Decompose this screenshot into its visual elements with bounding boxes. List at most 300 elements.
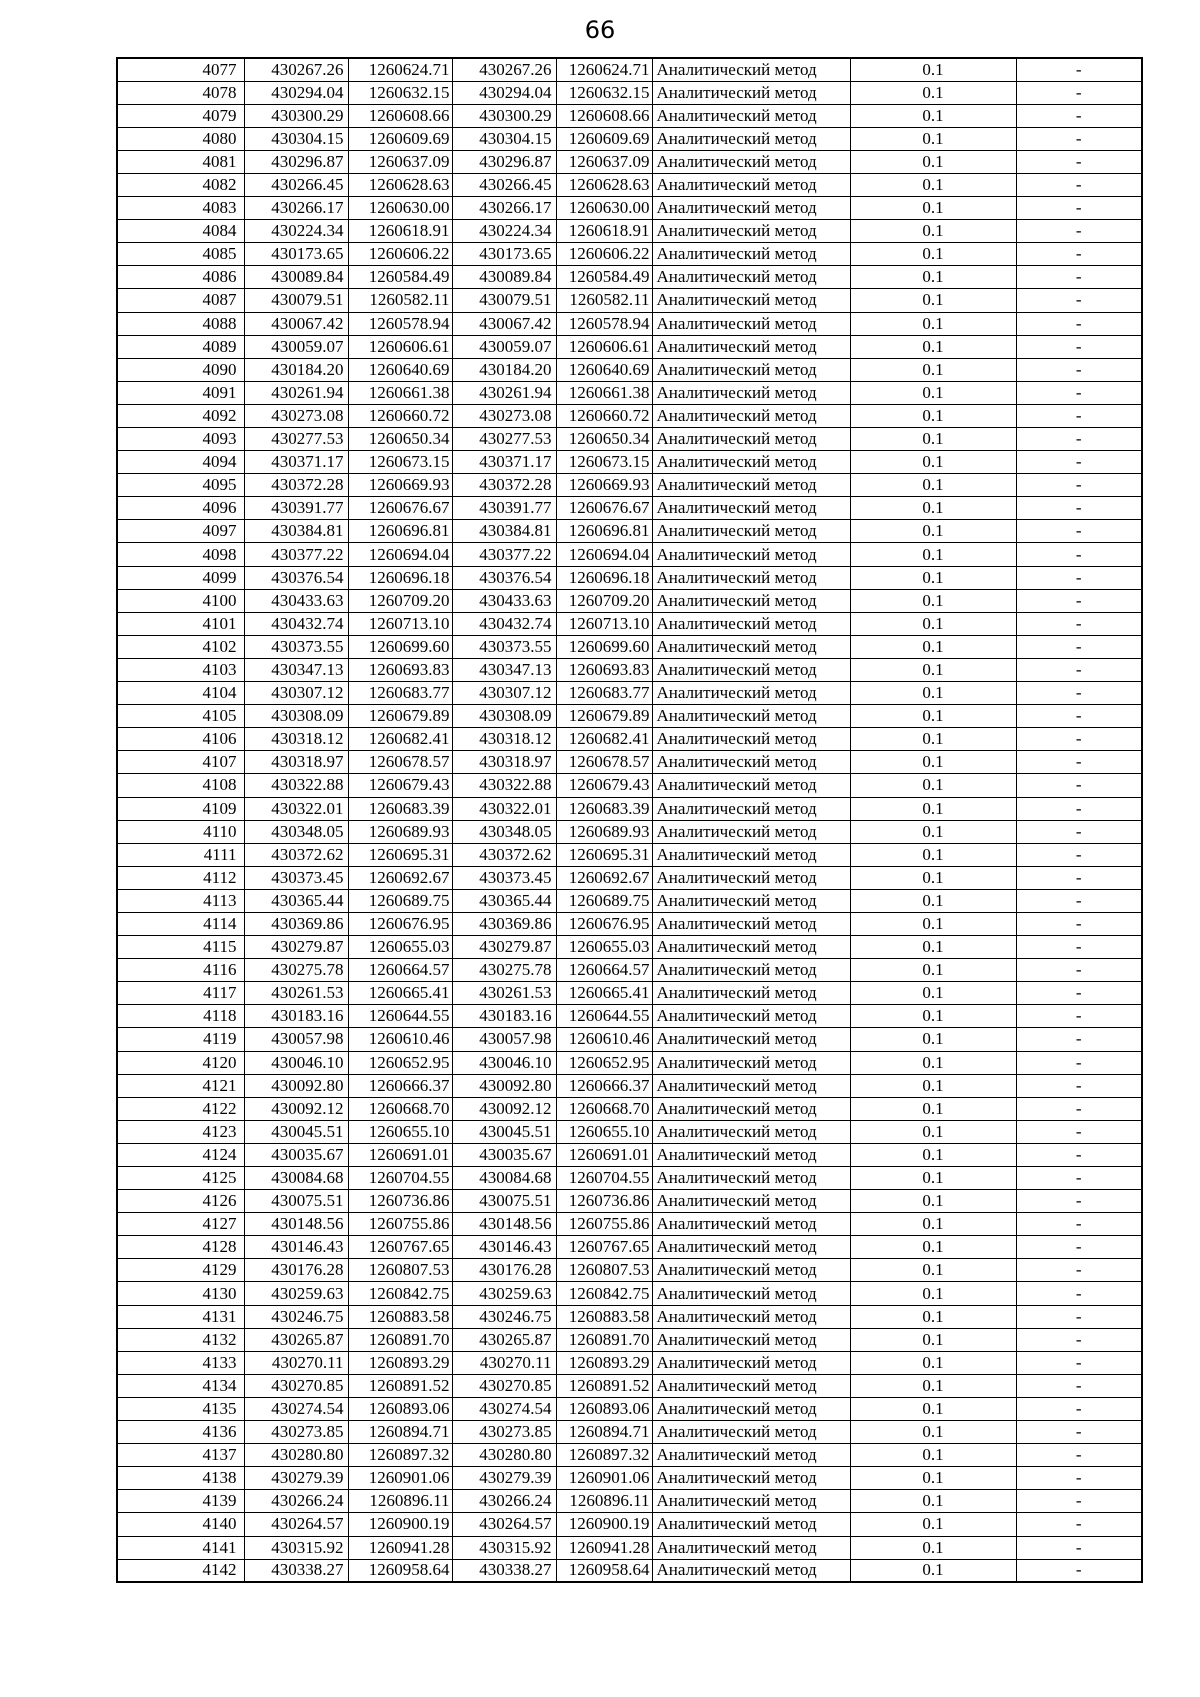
point-number-cell: 4133 [117, 1351, 244, 1374]
method-cell: Аналитический метод [652, 1282, 850, 1305]
point-number-cell: 4096 [117, 497, 244, 520]
y-coordinate-cell: 1260682.41 [348, 728, 452, 751]
y-coordinate-2-cell: 1260608.66 [556, 104, 652, 127]
note-cell: - [1016, 820, 1142, 843]
y-coordinate-cell: 1260901.06 [348, 1467, 452, 1490]
x-coordinate-2-cell: 430079.51 [452, 289, 556, 312]
x-coordinate-2-cell: 430322.88 [452, 774, 556, 797]
table-row [117, 635, 1142, 658]
x-coordinate-2-cell: 430373.55 [452, 635, 556, 658]
table-row [117, 1421, 1142, 1444]
x-coordinate-cell: 430173.65 [244, 243, 348, 266]
y-coordinate-cell: 1260683.39 [348, 797, 452, 820]
note-cell: - [1016, 197, 1142, 220]
method-cell: Аналитический метод [652, 81, 850, 104]
table-row [117, 543, 1142, 566]
point-number-cell: 4082 [117, 173, 244, 196]
point-number-cell: 4085 [117, 243, 244, 266]
note-cell: - [1016, 81, 1142, 104]
table-row [117, 1120, 1142, 1143]
point-number-cell: 4111 [117, 843, 244, 866]
y-coordinate-2-cell: 1260652.95 [556, 1051, 652, 1074]
y-coordinate-cell: 1260883.58 [348, 1305, 452, 1328]
note-cell: - [1016, 1236, 1142, 1259]
accuracy-cell: 0.1 [850, 381, 1016, 404]
table-row [117, 197, 1142, 220]
x-coordinate-2-cell: 430246.75 [452, 1305, 556, 1328]
y-coordinate-cell: 1260696.81 [348, 520, 452, 543]
method-cell: Аналитический метод [652, 173, 850, 196]
table-row [117, 1513, 1142, 1536]
point-number-cell: 4099 [117, 566, 244, 589]
x-coordinate-2-cell: 430294.04 [452, 81, 556, 104]
method-cell: Аналитический метод [652, 1351, 850, 1374]
x-coordinate-2-cell: 430300.29 [452, 104, 556, 127]
x-coordinate-cell: 430246.75 [244, 1305, 348, 1328]
accuracy-cell: 0.1 [850, 243, 1016, 266]
table-row [117, 751, 1142, 774]
note-cell: - [1016, 1190, 1142, 1213]
point-number-cell: 4130 [117, 1282, 244, 1305]
note-cell: - [1016, 936, 1142, 959]
y-coordinate-2-cell: 1260807.53 [556, 1259, 652, 1282]
accuracy-cell: 0.1 [850, 474, 1016, 497]
method-cell: Аналитический метод [652, 497, 850, 520]
y-coordinate-cell: 1260692.67 [348, 866, 452, 889]
accuracy-cell: 0.1 [850, 1421, 1016, 1444]
note-cell: - [1016, 1167, 1142, 1190]
method-cell: Аналитический метод [652, 127, 850, 150]
x-coordinate-2-cell: 430373.45 [452, 866, 556, 889]
method-cell: Аналитический метод [652, 1328, 850, 1351]
table-row [117, 889, 1142, 912]
accuracy-cell: 0.1 [850, 1397, 1016, 1420]
table-row [117, 936, 1142, 959]
y-coordinate-cell: 1260679.43 [348, 774, 452, 797]
method-cell: Аналитический метод [652, 1074, 850, 1097]
method-cell: Аналитический метод [652, 797, 850, 820]
point-number-cell: 4109 [117, 797, 244, 820]
note-cell: - [1016, 1444, 1142, 1467]
accuracy-cell: 0.1 [850, 289, 1016, 312]
y-coordinate-cell: 1260664.57 [348, 959, 452, 982]
x-coordinate-2-cell: 430348.05 [452, 820, 556, 843]
x-coordinate-2-cell: 430266.17 [452, 197, 556, 220]
x-coordinate-cell: 430371.17 [244, 451, 348, 474]
x-coordinate-2-cell: 430046.10 [452, 1051, 556, 1074]
y-coordinate-cell: 1260652.95 [348, 1051, 452, 1074]
x-coordinate-cell: 430294.04 [244, 81, 348, 104]
x-coordinate-2-cell: 430045.51 [452, 1120, 556, 1143]
x-coordinate-2-cell: 430270.85 [452, 1374, 556, 1397]
x-coordinate-cell: 430376.54 [244, 566, 348, 589]
point-number-cell: 4087 [117, 289, 244, 312]
y-coordinate-2-cell: 1260668.70 [556, 1097, 652, 1120]
method-cell: Аналитический метод [652, 1028, 850, 1051]
accuracy-cell: 0.1 [850, 705, 1016, 728]
table-row [117, 312, 1142, 335]
note-cell: - [1016, 127, 1142, 150]
y-coordinate-2-cell: 1260682.41 [556, 728, 652, 751]
accuracy-cell: 0.1 [850, 566, 1016, 589]
y-coordinate-cell: 1260637.09 [348, 150, 452, 173]
x-coordinate-2-cell: 430296.87 [452, 150, 556, 173]
point-number-cell: 4134 [117, 1374, 244, 1397]
x-coordinate-2-cell: 430265.87 [452, 1328, 556, 1351]
accuracy-cell: 0.1 [850, 127, 1016, 150]
note-cell: - [1016, 774, 1142, 797]
x-coordinate-2-cell: 430277.53 [452, 428, 556, 451]
x-coordinate-cell: 430273.08 [244, 404, 348, 427]
point-number-cell: 4101 [117, 612, 244, 635]
y-coordinate-2-cell: 1260637.09 [556, 150, 652, 173]
y-coordinate-cell: 1260644.55 [348, 1005, 452, 1028]
accuracy-cell: 0.1 [850, 1074, 1016, 1097]
method-cell: Аналитический метод [652, 266, 850, 289]
y-coordinate-2-cell: 1260891.52 [556, 1374, 652, 1397]
x-coordinate-cell: 430264.57 [244, 1513, 348, 1536]
note-cell: - [1016, 866, 1142, 889]
accuracy-cell: 0.1 [850, 150, 1016, 173]
y-coordinate-cell: 1260578.94 [348, 312, 452, 335]
y-coordinate-2-cell: 1260941.28 [556, 1536, 652, 1559]
accuracy-cell: 0.1 [850, 1143, 1016, 1166]
x-coordinate-2-cell: 430035.67 [452, 1143, 556, 1166]
y-coordinate-2-cell: 1260709.20 [556, 589, 652, 612]
table-row [117, 705, 1142, 728]
note-cell: - [1016, 312, 1142, 335]
x-coordinate-cell: 430273.85 [244, 1421, 348, 1444]
method-cell: Аналитический метод [652, 1444, 850, 1467]
x-coordinate-cell: 430318.12 [244, 728, 348, 751]
y-coordinate-cell: 1260608.66 [348, 104, 452, 127]
y-coordinate-2-cell: 1260606.22 [556, 243, 652, 266]
point-number-cell: 4107 [117, 751, 244, 774]
y-coordinate-cell: 1260676.67 [348, 497, 452, 520]
table-row [117, 820, 1142, 843]
point-number-cell: 4141 [117, 1536, 244, 1559]
note-cell: - [1016, 682, 1142, 705]
note-cell: - [1016, 912, 1142, 935]
note-cell: - [1016, 982, 1142, 1005]
y-coordinate-cell: 1260689.75 [348, 889, 452, 912]
note-cell: - [1016, 1374, 1142, 1397]
y-coordinate-2-cell: 1260584.49 [556, 266, 652, 289]
note-cell: - [1016, 843, 1142, 866]
y-coordinate-cell: 1260668.70 [348, 1097, 452, 1120]
x-coordinate-2-cell: 430347.13 [452, 658, 556, 681]
y-coordinate-cell: 1260632.15 [348, 81, 452, 104]
y-coordinate-2-cell: 1260628.63 [556, 173, 652, 196]
accuracy-cell: 0.1 [850, 1282, 1016, 1305]
y-coordinate-2-cell: 1260900.19 [556, 1513, 652, 1536]
y-coordinate-cell: 1260696.18 [348, 566, 452, 589]
y-coordinate-cell: 1260628.63 [348, 173, 452, 196]
x-coordinate-cell: 430266.24 [244, 1490, 348, 1513]
y-coordinate-2-cell: 1260891.70 [556, 1328, 652, 1351]
point-number-cell: 4083 [117, 197, 244, 220]
method-cell: Аналитический метод [652, 543, 850, 566]
x-coordinate-2-cell: 430067.42 [452, 312, 556, 335]
y-coordinate-cell: 1260941.28 [348, 1536, 452, 1559]
x-coordinate-2-cell: 430338.27 [452, 1559, 556, 1582]
y-coordinate-2-cell: 1260694.04 [556, 543, 652, 566]
accuracy-cell: 0.1 [850, 520, 1016, 543]
x-coordinate-2-cell: 430369.86 [452, 912, 556, 935]
y-coordinate-cell: 1260584.49 [348, 266, 452, 289]
coordinates-table [116, 57, 1143, 1583]
note-cell: - [1016, 243, 1142, 266]
x-coordinate-2-cell: 430173.65 [452, 243, 556, 266]
table-row [117, 774, 1142, 797]
x-coordinate-cell: 430277.53 [244, 428, 348, 451]
accuracy-cell: 0.1 [850, 751, 1016, 774]
note-cell: - [1016, 404, 1142, 427]
y-coordinate-2-cell: 1260644.55 [556, 1005, 652, 1028]
x-coordinate-cell: 430280.80 [244, 1444, 348, 1467]
accuracy-cell: 0.1 [850, 81, 1016, 104]
y-coordinate-2-cell: 1260655.03 [556, 936, 652, 959]
y-coordinate-2-cell: 1260676.67 [556, 497, 652, 520]
note-cell: - [1016, 1559, 1142, 1582]
accuracy-cell: 0.1 [850, 1028, 1016, 1051]
point-number-cell: 4079 [117, 104, 244, 127]
note-cell: - [1016, 705, 1142, 728]
accuracy-cell: 0.1 [850, 612, 1016, 635]
method-cell: Аналитический метод [652, 197, 850, 220]
method-cell: Аналитический метод [652, 658, 850, 681]
point-number-cell: 4077 [117, 58, 244, 81]
x-coordinate-2-cell: 430376.54 [452, 566, 556, 589]
y-coordinate-2-cell: 1260661.38 [556, 381, 652, 404]
point-number-cell: 4132 [117, 1328, 244, 1351]
point-number-cell: 4119 [117, 1028, 244, 1051]
point-number-cell: 4124 [117, 1143, 244, 1166]
table-row [117, 428, 1142, 451]
y-coordinate-cell: 1260678.57 [348, 751, 452, 774]
method-cell: Аналитический метод [652, 682, 850, 705]
method-cell: Аналитический метод [652, 936, 850, 959]
accuracy-cell: 0.1 [850, 1259, 1016, 1282]
x-coordinate-cell: 430079.51 [244, 289, 348, 312]
x-coordinate-2-cell: 430224.34 [452, 220, 556, 243]
note-cell: - [1016, 1282, 1142, 1305]
y-coordinate-cell: 1260582.11 [348, 289, 452, 312]
method-cell: Аналитический метод [652, 751, 850, 774]
x-coordinate-cell: 430224.34 [244, 220, 348, 243]
accuracy-cell: 0.1 [850, 335, 1016, 358]
note-cell: - [1016, 381, 1142, 404]
y-coordinate-cell: 1260606.22 [348, 243, 452, 266]
x-coordinate-2-cell: 430270.11 [452, 1351, 556, 1374]
y-coordinate-2-cell: 1260691.01 [556, 1143, 652, 1166]
table-row [117, 1559, 1142, 1582]
y-coordinate-2-cell: 1260679.43 [556, 774, 652, 797]
x-coordinate-2-cell: 430266.45 [452, 173, 556, 196]
x-coordinate-2-cell: 430275.78 [452, 959, 556, 982]
x-coordinate-cell: 430266.45 [244, 173, 348, 196]
y-coordinate-cell: 1260689.93 [348, 820, 452, 843]
point-number-cell: 4105 [117, 705, 244, 728]
method-cell: Аналитический метод [652, 243, 850, 266]
x-coordinate-cell: 430296.87 [244, 150, 348, 173]
point-number-cell: 4142 [117, 1559, 244, 1582]
accuracy-cell: 0.1 [850, 1097, 1016, 1120]
accuracy-cell: 0.1 [850, 1444, 1016, 1467]
x-coordinate-2-cell: 430280.80 [452, 1444, 556, 1467]
y-coordinate-2-cell: 1260630.00 [556, 197, 652, 220]
method-cell: Аналитический метод [652, 1559, 850, 1582]
method-cell: Аналитический метод [652, 982, 850, 1005]
point-number-cell: 4094 [117, 451, 244, 474]
point-number-cell: 4084 [117, 220, 244, 243]
note-cell: - [1016, 1028, 1142, 1051]
note-cell: - [1016, 751, 1142, 774]
y-coordinate-cell: 1260894.71 [348, 1421, 452, 1444]
y-coordinate-cell: 1260755.86 [348, 1213, 452, 1236]
method-cell: Аналитический метод [652, 774, 850, 797]
x-coordinate-2-cell: 430433.63 [452, 589, 556, 612]
note-cell: - [1016, 566, 1142, 589]
accuracy-cell: 0.1 [850, 774, 1016, 797]
y-coordinate-cell: 1260900.19 [348, 1513, 452, 1536]
y-coordinate-2-cell: 1260673.15 [556, 451, 652, 474]
method-cell: Аналитический метод [652, 1051, 850, 1074]
point-number-cell: 4098 [117, 543, 244, 566]
table-row [117, 150, 1142, 173]
table-row [117, 173, 1142, 196]
y-coordinate-cell: 1260673.15 [348, 451, 452, 474]
point-number-cell: 4135 [117, 1397, 244, 1420]
point-number-cell: 4122 [117, 1097, 244, 1120]
x-coordinate-2-cell: 430092.12 [452, 1097, 556, 1120]
accuracy-cell: 0.1 [850, 936, 1016, 959]
method-cell: Аналитический метод [652, 520, 850, 543]
method-cell: Аналитический метод [652, 58, 850, 81]
x-coordinate-2-cell: 430365.44 [452, 889, 556, 912]
table-row [117, 1397, 1142, 1420]
note-cell: - [1016, 1074, 1142, 1097]
table-row [117, 1005, 1142, 1028]
y-coordinate-cell: 1260661.38 [348, 381, 452, 404]
method-cell: Аналитический метод [652, 1513, 850, 1536]
table-row [117, 474, 1142, 497]
method-cell: Аналитический метод [652, 335, 850, 358]
accuracy-cell: 0.1 [850, 797, 1016, 820]
method-cell: Аналитический метод [652, 1005, 850, 1028]
table-row [117, 982, 1142, 1005]
table-row [117, 104, 1142, 127]
x-coordinate-2-cell: 430261.53 [452, 982, 556, 1005]
point-number-cell: 4114 [117, 912, 244, 935]
method-cell: Аналитический метод [652, 843, 850, 866]
accuracy-cell: 0.1 [850, 58, 1016, 81]
x-coordinate-2-cell: 430261.94 [452, 381, 556, 404]
table-row [117, 266, 1142, 289]
note-cell: - [1016, 220, 1142, 243]
x-coordinate-2-cell: 430279.39 [452, 1467, 556, 1490]
y-coordinate-2-cell: 1260901.06 [556, 1467, 652, 1490]
x-coordinate-2-cell: 430266.24 [452, 1490, 556, 1513]
point-number-cell: 4128 [117, 1236, 244, 1259]
x-coordinate-2-cell: 430308.09 [452, 705, 556, 728]
note-cell: - [1016, 1421, 1142, 1444]
note-cell: - [1016, 520, 1142, 543]
x-coordinate-2-cell: 430377.22 [452, 543, 556, 566]
table-row [117, 682, 1142, 705]
y-coordinate-2-cell: 1260893.06 [556, 1397, 652, 1420]
note-cell: - [1016, 497, 1142, 520]
point-number-cell: 4120 [117, 1051, 244, 1074]
method-cell: Аналитический метод [652, 728, 850, 751]
x-coordinate-cell: 430322.01 [244, 797, 348, 820]
accuracy-cell: 0.1 [850, 912, 1016, 935]
note-cell: - [1016, 1120, 1142, 1143]
note-cell: - [1016, 889, 1142, 912]
table-row [117, 520, 1142, 543]
accuracy-cell: 0.1 [850, 1536, 1016, 1559]
y-coordinate-cell: 1260618.91 [348, 220, 452, 243]
method-cell: Аналитический метод [652, 404, 850, 427]
x-coordinate-2-cell: 430184.20 [452, 358, 556, 381]
y-coordinate-cell: 1260891.52 [348, 1374, 452, 1397]
y-coordinate-2-cell: 1260692.67 [556, 866, 652, 889]
table-row [117, 866, 1142, 889]
x-coordinate-cell: 430148.56 [244, 1213, 348, 1236]
x-coordinate-cell: 430300.29 [244, 104, 348, 127]
y-coordinate-2-cell: 1260893.29 [556, 1351, 652, 1374]
y-coordinate-2-cell: 1260696.81 [556, 520, 652, 543]
x-coordinate-cell: 430433.63 [244, 589, 348, 612]
accuracy-cell: 0.1 [850, 589, 1016, 612]
x-coordinate-2-cell: 430274.54 [452, 1397, 556, 1420]
y-coordinate-cell: 1260893.29 [348, 1351, 452, 1374]
method-cell: Аналитический метод [652, 705, 850, 728]
method-cell: Аналитический метод [652, 104, 850, 127]
x-coordinate-2-cell: 430322.01 [452, 797, 556, 820]
note-cell: - [1016, 1467, 1142, 1490]
note-cell: - [1016, 635, 1142, 658]
point-number-cell: 4090 [117, 358, 244, 381]
note-cell: - [1016, 728, 1142, 751]
y-coordinate-2-cell: 1260676.95 [556, 912, 652, 935]
y-coordinate-2-cell: 1260650.34 [556, 428, 652, 451]
point-number-cell: 4136 [117, 1421, 244, 1444]
y-coordinate-cell: 1260679.89 [348, 705, 452, 728]
y-coordinate-cell: 1260767.65 [348, 1236, 452, 1259]
y-coordinate-cell: 1260660.72 [348, 404, 452, 427]
accuracy-cell: 0.1 [850, 1513, 1016, 1536]
table-row [117, 728, 1142, 751]
x-coordinate-cell: 430046.10 [244, 1051, 348, 1074]
point-number-cell: 4102 [117, 635, 244, 658]
accuracy-cell: 0.1 [850, 982, 1016, 1005]
accuracy-cell: 0.1 [850, 959, 1016, 982]
accuracy-cell: 0.1 [850, 358, 1016, 381]
y-coordinate-2-cell: 1260689.75 [556, 889, 652, 912]
note-cell: - [1016, 1097, 1142, 1120]
page-number: 66 [584, 16, 616, 44]
table-row [117, 58, 1142, 81]
y-coordinate-2-cell: 1260665.41 [556, 982, 652, 1005]
y-coordinate-cell: 1260676.95 [348, 912, 452, 935]
x-coordinate-cell: 430391.77 [244, 497, 348, 520]
x-coordinate-2-cell: 430315.92 [452, 1536, 556, 1559]
point-number-cell: 4110 [117, 820, 244, 843]
method-cell: Аналитический метод [652, 1236, 850, 1259]
x-coordinate-cell: 430261.94 [244, 381, 348, 404]
table-row [117, 1259, 1142, 1282]
